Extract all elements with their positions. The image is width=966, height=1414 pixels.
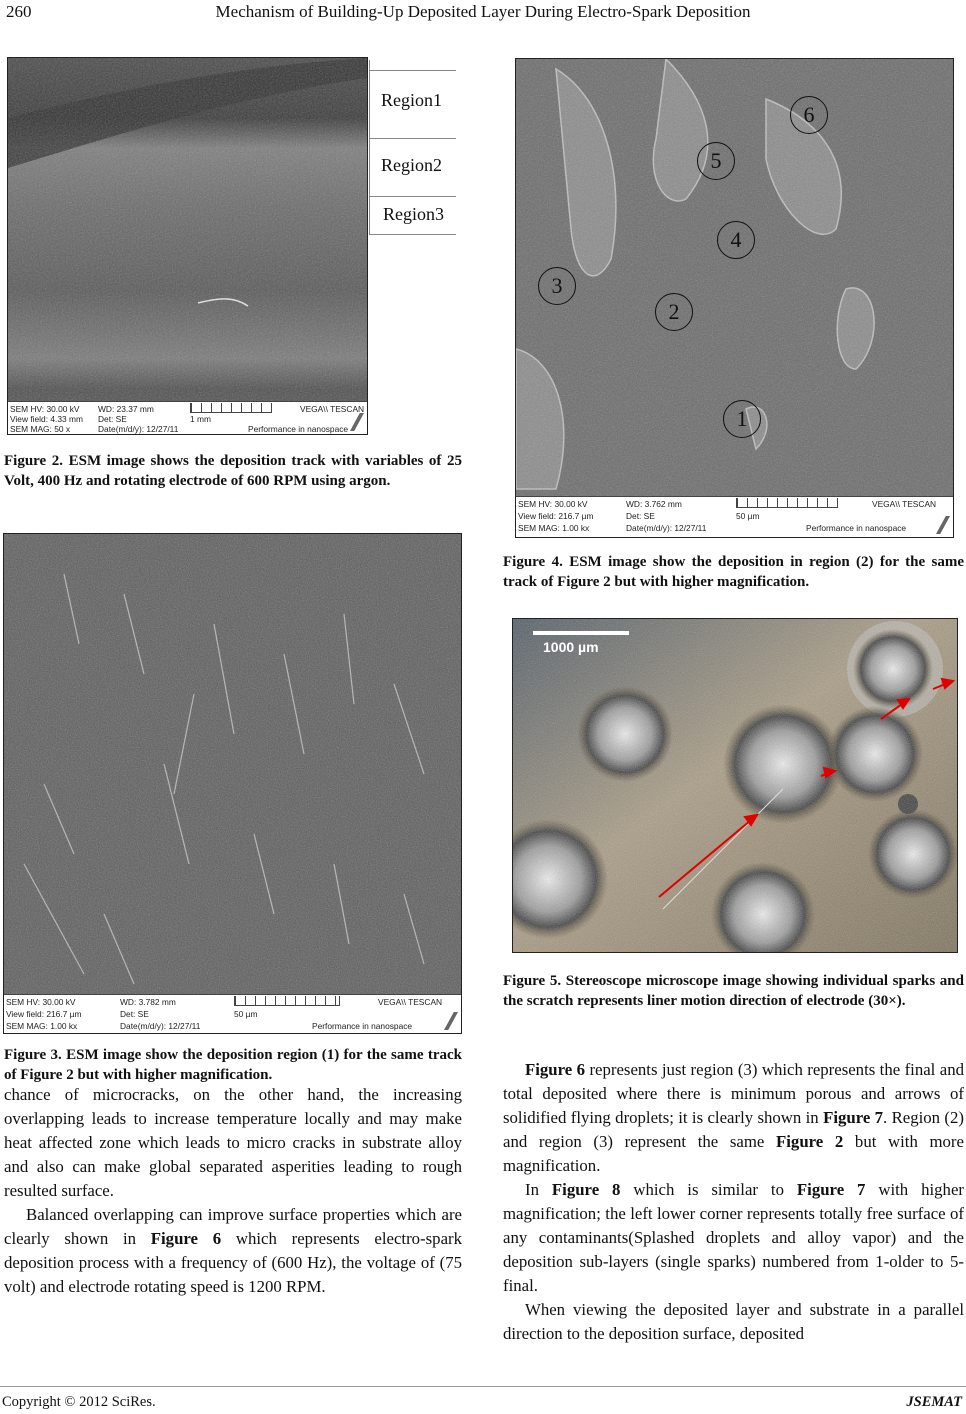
- paragraph: When viewing the deposited layer and substrate in a parallel direction to the deposition surface, deposited: [503, 1300, 964, 1343]
- text-span: In: [525, 1180, 552, 1199]
- sem-info-bar: [4, 994, 461, 1033]
- figure-ref[interactable]: Figure 6: [525, 1060, 586, 1079]
- tescan-logo-icon: [936, 516, 950, 534]
- region-3-label: Region3: [383, 204, 444, 224]
- figure-2-caption: Figure 2. ESM image shows the deposition track with variables of 25 Volt, 400 Hz and rotating electrode of 600 RPM using argon.: [4, 453, 462, 489]
- figure-ref[interactable]: Figure 8: [551, 1180, 621, 1199]
- sem-info-bar: [516, 496, 953, 537]
- region-divider: [370, 70, 456, 71]
- figure-ref[interactable]: Figure 2: [776, 1132, 844, 1151]
- scale-bar: [190, 403, 272, 413]
- scale-bar: [234, 996, 340, 1006]
- sem-brand: VEGA\\ TESCAN: [300, 404, 365, 414]
- sem-hv: SEM HV: 30.00 kV: [6, 997, 76, 1007]
- marker-3: 3: [538, 267, 576, 305]
- tescan-logo-icon: [350, 413, 364, 431]
- figure-5-image: [512, 618, 958, 953]
- sem-mag: SEM MAG: 1.00 kx: [6, 1021, 78, 1031]
- figure-3-image: [3, 533, 462, 1034]
- sem-tagline: Performance in nanospace: [806, 523, 907, 533]
- sem-date: Date(m/d/y): 12/27/11: [120, 1021, 201, 1031]
- figure-3-caption: Figure 3. ESM image show the deposition region (1) for the same track of Figure 2 but with higher magnification.: [4, 1047, 462, 1083]
- region-divider: [370, 138, 456, 139]
- sem-tagline: Performance in nanospace: [312, 1021, 413, 1031]
- sem-info-bar: [8, 401, 367, 434]
- marker-4: 4: [717, 221, 755, 259]
- sem-wd: WD: 3.782 mm: [120, 997, 176, 1007]
- region-1-label: Region1: [381, 90, 442, 110]
- region-2-label: Region2: [381, 155, 442, 175]
- sem-brand: VEGA\\ TESCAN: [872, 499, 937, 509]
- marker-5: 5: [697, 142, 735, 180]
- scale-label: 1 mm: [190, 414, 211, 424]
- marker-2: 2: [655, 293, 693, 331]
- journal-name: JSEMAT: [906, 1394, 962, 1410]
- sem-hv: SEM HV: 30.00 kV: [10, 404, 80, 414]
- text-span: Balanced overlapping can improve surface properties which are clearly shown in: [4, 1205, 462, 1248]
- scale-bar: [736, 498, 838, 508]
- sem-mag: SEM MAG: 50 x: [10, 424, 71, 434]
- marker-1: 1: [723, 400, 761, 438]
- region-bracket: [369, 60, 370, 235]
- figure-ref[interactable]: Figure 6: [150, 1229, 222, 1248]
- sem-hv: SEM HV: 30.00 kV: [518, 499, 588, 509]
- paragraph: [4, 1203, 462, 1299]
- sem-det: Det: SE: [626, 511, 655, 521]
- figure-5-caption: Figure 5. Stereoscope microscope image showing individual sparks and the scratch represents liner motion direction of electrode (30×).: [503, 973, 964, 1009]
- text-span: with higher magnification; the left lower corner represents totally free surface of any contaminants(Splashed droplets and alloy vapor) and the deposition sub-layers (single sparks) numbered from 1-older to 5-final.: [503, 1180, 964, 1295]
- sem-wd: WD: 3.762 mm: [626, 499, 682, 509]
- page-number: 260: [6, 2, 32, 21]
- sem-mag: SEM MAG: 1.00 kx: [518, 523, 590, 533]
- paragraph: [503, 1178, 964, 1298]
- figure-4-image: [515, 58, 954, 538]
- text-span: which is similar to: [620, 1180, 797, 1199]
- tescan-logo-icon: [444, 1012, 458, 1030]
- sem-tagline: Performance in nanospace: [248, 424, 349, 434]
- figure-2-image: [7, 57, 368, 435]
- text-span: but with more magnification.: [503, 1132, 964, 1175]
- scale-label: 50 µm: [736, 511, 760, 521]
- right-column-text: [503, 1058, 964, 1346]
- sem-date: Date(m/d/y): 12/27/11: [626, 523, 707, 533]
- text-span: . Region (2) and region (3) represent the same: [503, 1108, 964, 1151]
- marker-6: 6: [790, 96, 828, 134]
- region-divider: [370, 196, 456, 197]
- sem-view-field: View field: 4.33 mm: [10, 414, 83, 424]
- sem-view-field: View field: 216.7 µm: [518, 511, 594, 521]
- text-span: represents just region (3) which represents the final and total deposited where there is minimum porous and arrows of solidified flying droplets; it is clearly shown in: [503, 1060, 964, 1127]
- sem-date: Date(m/d/y): 12/27/11: [98, 424, 179, 434]
- sem-view-field: View field: 216.7 µm: [6, 1009, 82, 1019]
- sem-det: Det: SE: [98, 414, 127, 424]
- footer-rule: [0, 1386, 966, 1387]
- sem-wd: WD: 23.37 mm: [98, 404, 154, 414]
- text-span: which represents electro-spark deposition process with a frequency of (600 Hz), the voltage of (75 volt) and electrode rotating speed is 1200 RPM.: [4, 1229, 462, 1296]
- scale-label: 50 µm: [234, 1009, 258, 1019]
- figure-ref[interactable]: Figure 7: [823, 1108, 884, 1127]
- figure-5-scale-label: 1000 µm: [543, 639, 599, 655]
- sem-det: Det: SE: [120, 1009, 149, 1019]
- sem-brand: VEGA\\ TESCAN: [378, 997, 443, 1007]
- running-title: Mechanism of Building-Up Deposited Layer During Electro-Spark Deposition: [215, 2, 751, 21]
- paragraph: chance of microcracks, on the other hand, the increasing overlapping leads to increase temperature locally and may make heat affected zone which leads to micro cracks in substrate alloy and also can make global separated asperities leading to rough resulted surface.: [4, 1085, 462, 1200]
- figure-4-caption: Figure 4. ESM image show the deposition in region (2) for the same track of Figure 2 but with higher magnification.: [503, 554, 964, 590]
- copyright: Copyright © 2012 SciRes.: [2, 1394, 156, 1410]
- paragraph: [503, 1058, 964, 1178]
- figure-ref[interactable]: Figure 7: [796, 1180, 866, 1199]
- region-divider: [370, 234, 456, 235]
- left-column-text: [4, 1083, 462, 1299]
